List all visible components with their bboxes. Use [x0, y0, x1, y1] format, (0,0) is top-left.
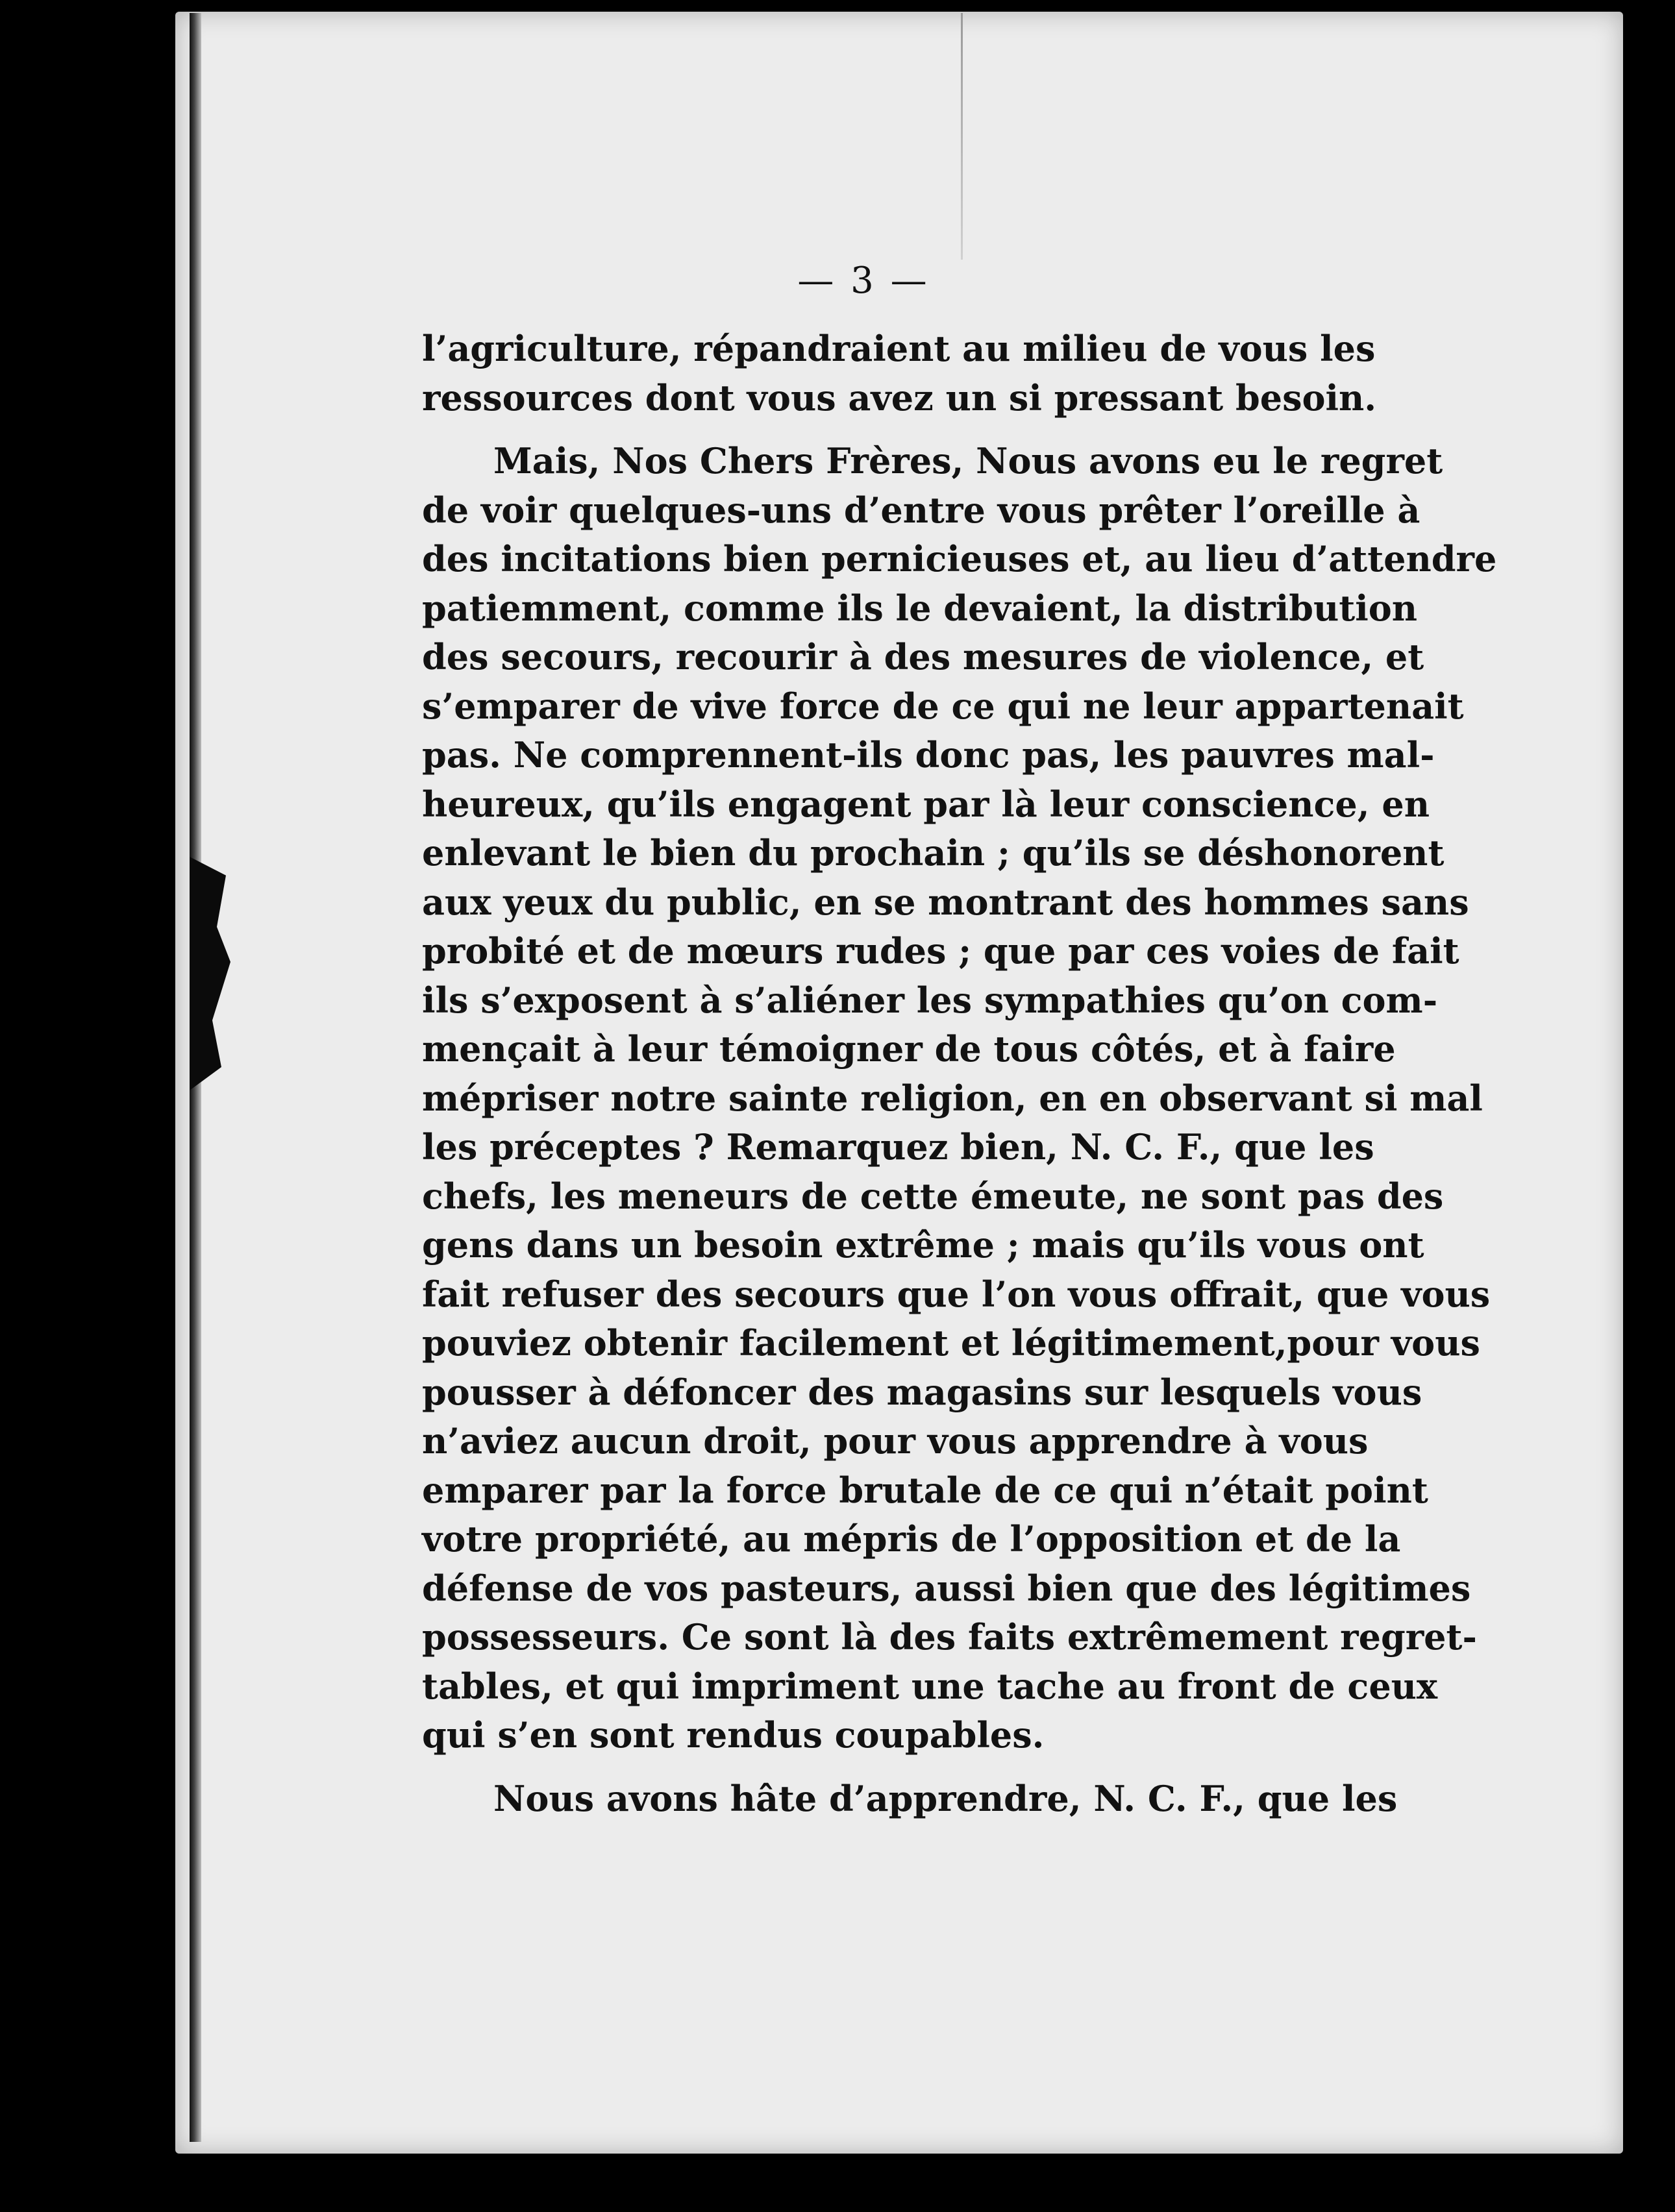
text-line: possesseurs. Ce sont là des faits extrêmement regret-: [422, 1616, 1477, 1658]
text-line: ressources dont vous avez un si pressant besoin.: [422, 376, 1377, 419]
text-line: qui s’en sont rendus coupables.: [422, 1714, 1045, 1756]
text-line: pouviez obtenir facilement et légitimement,pour vous: [422, 1322, 1480, 1364]
text-line: aux yeux du public, en se montrant des hommes sans: [422, 881, 1469, 923]
paragraph: [422, 1775, 1398, 1824]
page-number: — 3 —: [797, 260, 930, 302]
text-line: Nous avons hâte d’apprendre, N. C. F., que les: [493, 1777, 1398, 1819]
text-line: ils s’exposent à s’aliéner les sympathies qu’on com-: [422, 979, 1438, 1021]
text-line: l’agriculture, répandraient au milieu de vous les: [422, 328, 1376, 369]
text-line: enlevant le bien du prochain ; qu’ils se déshonorent: [422, 832, 1445, 874]
text-line: des secours, recourir à des mesures de violence, et: [422, 636, 1424, 678]
paragraph: [422, 325, 1377, 423]
text-line: mençait à leur témoigner de tous côtés, et à faire: [422, 1028, 1396, 1070]
text-line: mépriser notre sainte religion, en en observant si mal: [422, 1077, 1483, 1119]
text-line: des incitations bien pernicieuses et, au lieu d’attendre: [422, 538, 1497, 580]
text-line: heureux, qu’ils engagent par là leur conscience, en: [422, 783, 1430, 825]
text-line: emparer par la force brutale de ce qui n’était point: [422, 1469, 1428, 1511]
text-line: fait refuser des secours que l’on vous offrait, que vous: [422, 1273, 1491, 1315]
text-line: de voir quelques-uns d’entre vous prêter l’oreille à: [422, 489, 1421, 531]
text-line: tables, et qui impriment une tache au front de ceux: [422, 1665, 1438, 1707]
text-line: patiemment, comme ils le devaient, la distribution: [422, 587, 1418, 629]
fold-crease: [961, 13, 963, 260]
text-line: votre propriété, au mépris de l’opposition et de la: [422, 1518, 1401, 1560]
text-line: gens dans un besoin extrême ; mais qu’ils vous ont: [422, 1224, 1424, 1266]
text-line: défense de vos pasteurs, aussi bien que des légitimes: [422, 1567, 1471, 1609]
text-line: chefs, les meneurs de cette émeute, ne sont pas des: [422, 1175, 1444, 1217]
body-text: [422, 325, 1497, 1823]
text-line: pas. Ne comprennent-ils donc pas, les pauvres mal-: [422, 734, 1435, 776]
text-line: pousser à défoncer des magasins sur lesquels vous: [422, 1371, 1422, 1413]
text-line: probité et de mœurs rudes ; que par ces voies de fait: [422, 930, 1459, 972]
text-line: n’aviez aucun droit, pour vous apprendre à vous: [422, 1420, 1369, 1462]
paragraph: [422, 437, 1497, 1760]
text-line: les préceptes ? Remarquez bien, N. C. F., que les: [422, 1126, 1374, 1168]
text-line: Mais, Nos Chers Frères, Nous avons eu le regret: [493, 440, 1443, 482]
text-line: s’emparer de vive force de ce qui ne leur appartenait: [422, 685, 1464, 727]
